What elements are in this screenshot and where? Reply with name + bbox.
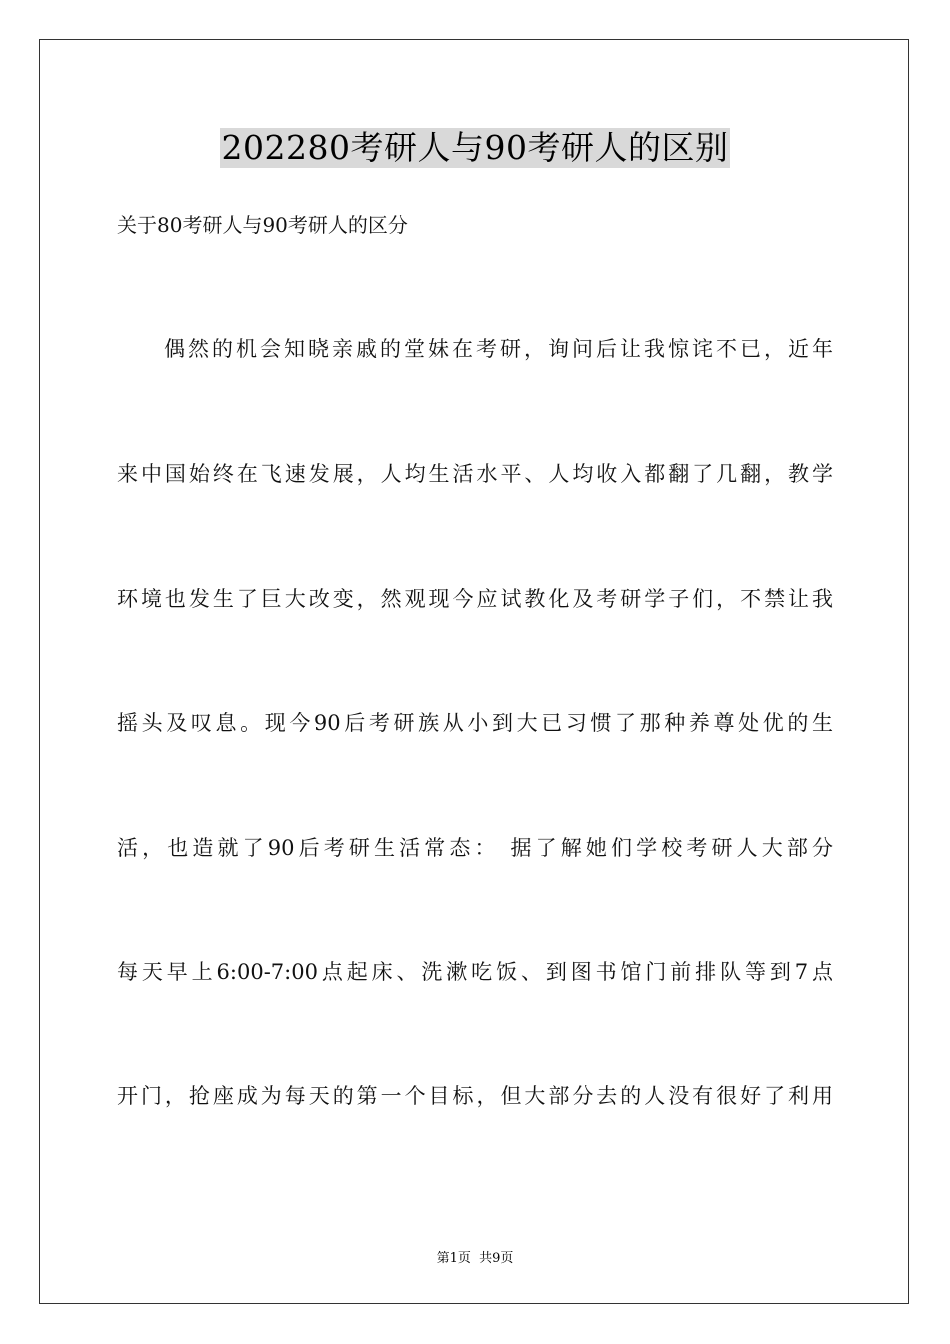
title-container: [0, 128, 950, 168]
document-title: 202280考研人与90考研人的区别: [221, 128, 729, 167]
paragraph-line: 摇头及叹息。现今90后考研族从小到大已习惯了那种养尊处优的生: [117, 711, 833, 735]
page-footer: [0, 1247, 950, 1266]
paragraph-line: 活，也造就了90后考研生活常态： 据了解她们学校考研人大部分: [117, 836, 833, 860]
paragraph-line: 偶然的机会知晓亲戚的堂妹在考研，询问后让我惊诧不已，近年: [164, 337, 833, 361]
paragraph-line: 每天早上6:00-7:00点起床、洗漱吃饭、到图书馆门前排队等到7点: [117, 960, 833, 984]
paragraph-line: 环境也发生了巨大改变，然观现今应试教化及考研学子们，不禁让我: [117, 587, 833, 611]
paragraph-line: 开门，抢座成为每天的第一个目标，但大部分去的人没有很好了利用: [117, 1084, 833, 1108]
document-subtitle: 关于80考研人与90考研人的区分: [117, 213, 408, 237]
paragraph-line: 来中国始终在飞速发展，人均生活水平、人均收入都翻了几翻，教学: [117, 462, 833, 486]
page-number: 第1页: [436, 1251, 471, 1266]
page-total: 共9页: [479, 1251, 514, 1266]
